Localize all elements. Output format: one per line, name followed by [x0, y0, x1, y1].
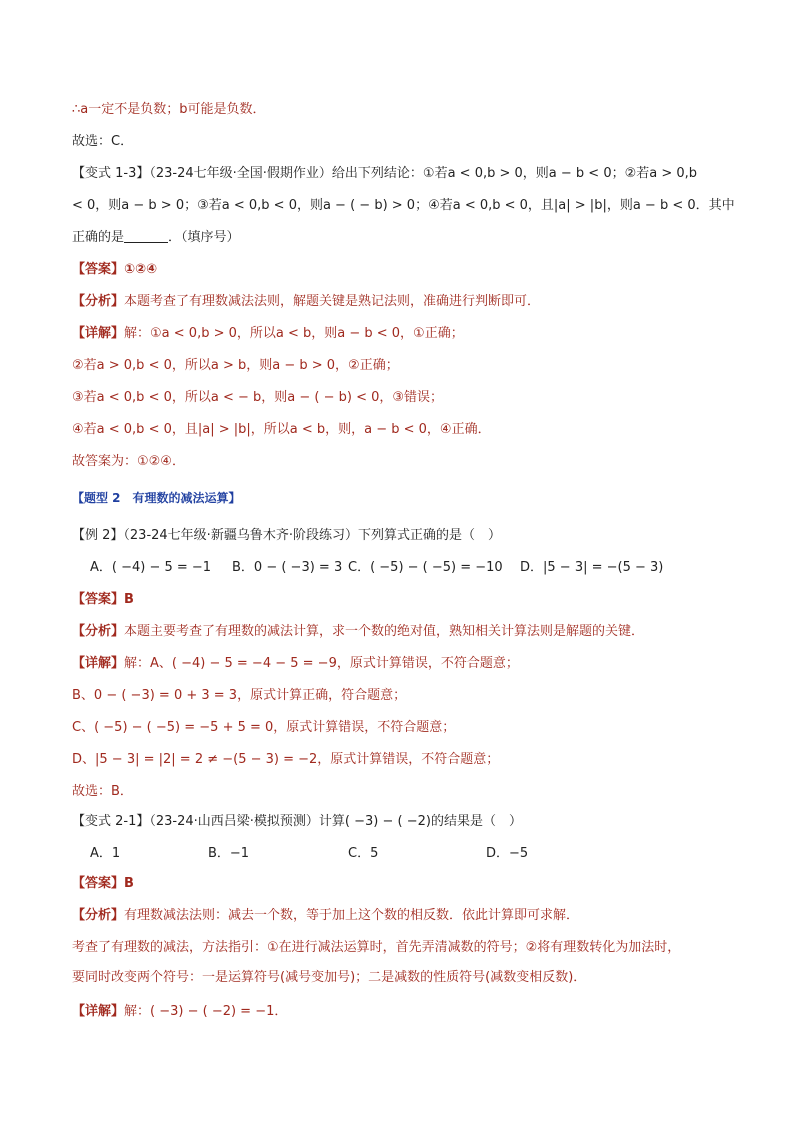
analysis-text: 本题主要考查了有理数的减法计算，求一个数的绝对值，熟知相关计算法则是解题的关键． [124, 624, 645, 639]
text-line: < 0，则a − b > 0；③若a < 0,b < 0，则a − ( − b) > 0；④若a < 0,b < 0，且|a| > |b|，则a − b < 0．其中 [72, 198, 735, 213]
question-text: 下列算式正确的是（ ） [357, 528, 501, 543]
solution-tag: 【详解】 [72, 656, 125, 671]
answer-tag: 【答案】 [72, 262, 125, 277]
answer-value: B [124, 592, 134, 607]
analysis-tag: 【分析】 [72, 294, 125, 309]
option-b: B．−1 [208, 846, 250, 861]
solution-line: ②若a > 0,b < 0，所以a > b，则a − b > 0，②正确； [72, 358, 399, 373]
analysis-line: 要同时改变两个符号：一是运算符号(减号变加号)；二是减数的性质符号(减数变相反数)． [72, 970, 587, 985]
answer-tag: 【答案】 [72, 592, 125, 607]
solution-line: ④若a < 0,b < 0，且|a| > |b|，所以a < b，则，a − b < 0，④正确． [72, 422, 491, 437]
solution-line [72, 324, 722, 344]
solution-line: 故选：B． [72, 784, 133, 799]
option-a: A．( −4) − 5 = −1 [90, 560, 212, 575]
answer-line [72, 260, 722, 280]
solution-tag: 【详解】 [72, 1004, 125, 1019]
option-d: D．−5 [486, 846, 529, 861]
solution-line: 故答案为：①②④． [72, 454, 185, 469]
answer-tag: 【答案】 [72, 876, 125, 891]
fill-blank [124, 228, 168, 243]
answer-value: B [124, 876, 134, 891]
text-line [72, 228, 722, 248]
text-span: 正确的是 [72, 230, 125, 245]
solution-line: C、( −5) − ( −5) = −5 + 5 = 0，原式计算错误，不符合题意； [72, 720, 456, 735]
question-source: （23-24七年级·新疆乌鲁木齐·阶段练习） [123, 528, 358, 543]
analysis-text: 本题考查了有理数减法法则，解题关键是熟记法则，准确进行判断即可． [124, 294, 541, 309]
question-tag: 【变式 1-3】 [72, 166, 150, 181]
solution-line: ③若a < 0,b < 0，所以a < − b，则a − ( − b) < 0，③错误； [72, 390, 444, 405]
option-d: D．|5 − 3| = −(5 − 3) [520, 560, 664, 575]
option-c: C．5 [348, 846, 379, 861]
option-b: B．0 − ( −3) = 3 [232, 560, 343, 575]
analysis-tag: 【分析】 [72, 624, 125, 639]
solution-text: 解：A、( −4) − 5 = −4 − 5 = −9，原式计算错误，不符合题意； [124, 656, 519, 671]
question-source: （23-24七年级·全国·假期作业） [149, 166, 332, 181]
text-line: ∴a一定不是负数；b可能是负数． [72, 102, 266, 117]
question-text: 计算( −3) − ( −2)的结果是（ ） [318, 814, 522, 829]
analysis-line [72, 292, 722, 312]
solution-text: 解：①a < 0,b > 0，所以a < b，则a − b < 0，①正确； [124, 326, 464, 341]
question-text: 给出下列结论：①若a < 0,b > 0，则a − b < 0；②若a > 0,b [331, 166, 698, 181]
solution-line: B、0 − ( −3) = 0 + 3 = 3，原式计算正确，符合题意； [72, 688, 407, 703]
analysis-line [72, 622, 722, 642]
question-variant-2-1 [72, 812, 722, 832]
question-tag: 【例 2】 [72, 528, 124, 543]
answer-line [72, 874, 722, 894]
solution-line: D、|5 − 3| = |2| = 2 ≠ −(5 − 3) = −2，原式计算错误，不符合题意； [72, 752, 500, 767]
analysis-tag: 【分析】 [72, 908, 125, 923]
answer-line [72, 590, 722, 610]
question-variant-1-3 [72, 164, 722, 184]
question-example-2 [72, 526, 722, 546]
analysis-text: 有理数减法法则：减去一个数，等于加上这个数的相反数．依此计算即可求解． [124, 908, 580, 923]
analysis-line [72, 906, 722, 926]
text-span: ．（填序号） [168, 230, 240, 245]
solution-line [72, 1002, 722, 1022]
answer-value: ①②④ [124, 262, 158, 277]
question-source: （23-24·山西吕梁·模拟预测） [149, 814, 319, 829]
question-tag: 【变式 2-1】 [72, 814, 150, 829]
solution-tag: 【详解】 [72, 326, 125, 341]
text-line: 故选：C． [72, 134, 134, 149]
analysis-line: 考查了有理数的减法，方法指引：①在进行减法运算时，首先弄清减数的符号；②将有理数转化为加法时， [72, 940, 681, 955]
solution-line [72, 654, 722, 674]
option-c: C．( −5) − ( −5) = −10 [348, 560, 503, 575]
section-heading: 【题型 2 有理数的减法运算】 [72, 491, 241, 505]
solution-text: 解：( −3) − ( −2) = −1． [124, 1004, 288, 1019]
option-a: A．1 [90, 846, 121, 861]
